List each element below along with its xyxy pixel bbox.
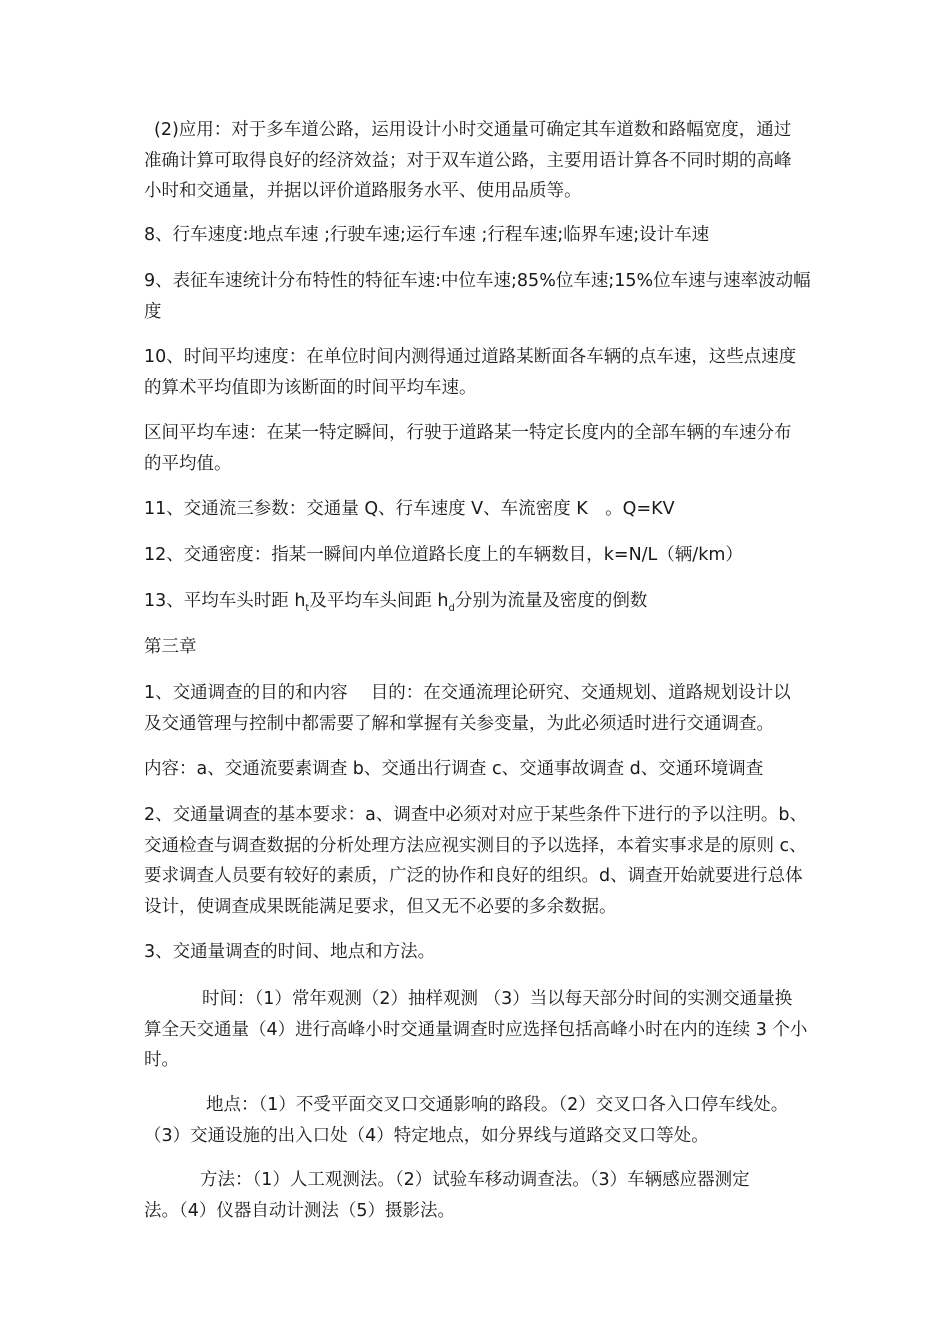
text-line: 度 <box>144 301 162 322</box>
text-line: 区间平均车速：在某一特定瞬间，行驶于道路某一特定长度内的全部车辆的车速分布 <box>144 423 792 443</box>
text-line: 11、交通流三参数：交通量 Q、行车速度 V、车流密度 K 。Q=KV <box>144 499 675 519</box>
text-line: 要求调查人员要有较好的素质，广泛的协作和良好的组织。d、调查开始就要进行总体 <box>144 866 803 886</box>
text-line <box>144 586 816 617</box>
paragraph-section-2 <box>144 800 816 922</box>
text-line: 内容：a、交通流要素调查 b、交通出行调查 c、交通事故调查 d、交通环境调查 <box>144 759 764 779</box>
text-fragment: 及平均车头间距 h <box>309 591 449 611</box>
text-line: 第三章 <box>144 637 197 657</box>
text-line: （3）交通设施的出入口处（4）特定地点，如分界线与道路交叉口等处。 <box>144 1125 709 1146</box>
chapter-heading <box>144 632 816 663</box>
text-line: 方法：（1）人工观测法。（2）试验车移动调查法。（3）车辆感应器测定 <box>200 1170 750 1190</box>
text-line: 时。 <box>144 1050 179 1070</box>
text-fragment: 分别为流量及密度的倒数 <box>454 591 648 611</box>
paragraph-space-mean-speed <box>144 418 816 479</box>
subscript: d <box>448 603 455 614</box>
text-line: 设计，使调查成果既能满足要求，但又无不必要的多余数据。 <box>144 896 617 917</box>
text-line: 法。（4）仪器自动计测法（5）摄影法。 <box>144 1200 456 1221</box>
text-line: 的平均值。 <box>144 453 232 474</box>
text-line: 准确计算可取得良好的经济效益；对于双车道公路，主要用语计算各不同时期的高峰 <box>144 150 792 171</box>
text-line: 12、交通密度：指某一瞬间内单位道路长度上的车辆数目，k=N/L（辆/km） <box>144 545 743 565</box>
text-line: 及交通管理与控制中都需要了解和掌握有关参变量，为此必须适时进行交通调查。 <box>144 713 774 734</box>
paragraph-section-3 <box>144 937 816 968</box>
text-fragment: 13、平均车头时距 h <box>144 591 306 611</box>
paragraph-item-13 <box>144 586 816 617</box>
paragraph-item-8 <box>144 220 816 251</box>
paragraph-item-9 <box>144 266 816 327</box>
paragraph-application <box>144 115 816 207</box>
text-line: 3、交通量调查的时间、地点和方法。 <box>144 942 436 962</box>
text-line: 1、交通调查的目的和内容 目的：在交通流理论研究、交通规划、道路规划设计以 <box>144 683 791 703</box>
text-line: 时间：（1）常年观测（2）抽样观测 （3）当以每天部分时间的实测交通量换 <box>202 989 793 1009</box>
text-line: 9、表征车速统计分布特性的特征车速:中位车速;85%位车速;15%位车速与速率波动幅 <box>144 271 811 291</box>
paragraph-item-12 <box>144 540 816 571</box>
paragraph-item-10 <box>144 342 816 403</box>
text-line: 小时和交通量，并据以评价道路服务水平、使用品质等。 <box>144 181 582 201</box>
text-line: 算全天交通量（4）进行高峰小时交通量调查时应选择包括高峰小时在内的连续 3 个小 <box>144 1019 808 1040</box>
text-line: 8、行车速度:地点车速 ;行驶车速;运行车速 ;行程车速;临界车速;设计车速 <box>144 225 710 245</box>
paragraph-section-3-time <box>144 984 816 1076</box>
text-line: 2、交通量调查的基本要求：a、调查中必须对对应于某些条件下进行的予以注明。b、 <box>144 805 807 825</box>
paragraph-section-3-method <box>144 1165 816 1226</box>
text-line: 交通检查与调查数据的分析处理方法应视实测目的予以选择，本着实事求是的原则 c、 <box>144 835 807 856</box>
paragraph-section-3-place <box>144 1090 816 1151</box>
text-line: 地点：（1）不受平面交叉口交通影响的路段。（2）交叉口各入口停车线处。 <box>206 1095 789 1115</box>
paragraph-section-1-content <box>144 754 816 785</box>
text-line: (2)应用：对于多车道公路，运用设计小时交通量可确定其车道数和路幅宽度，通过 <box>154 120 792 140</box>
subscript: t <box>305 603 310 614</box>
text-line: 10、时间平均速度：在单位时间内测得通过道路某断面各车辆的点车速，这些点速度 <box>144 347 797 367</box>
paragraph-item-11 <box>144 494 816 525</box>
paragraph-section-1 <box>144 678 816 739</box>
text-line: 的算术平均值即为该断面的时间平均车速。 <box>144 377 477 398</box>
